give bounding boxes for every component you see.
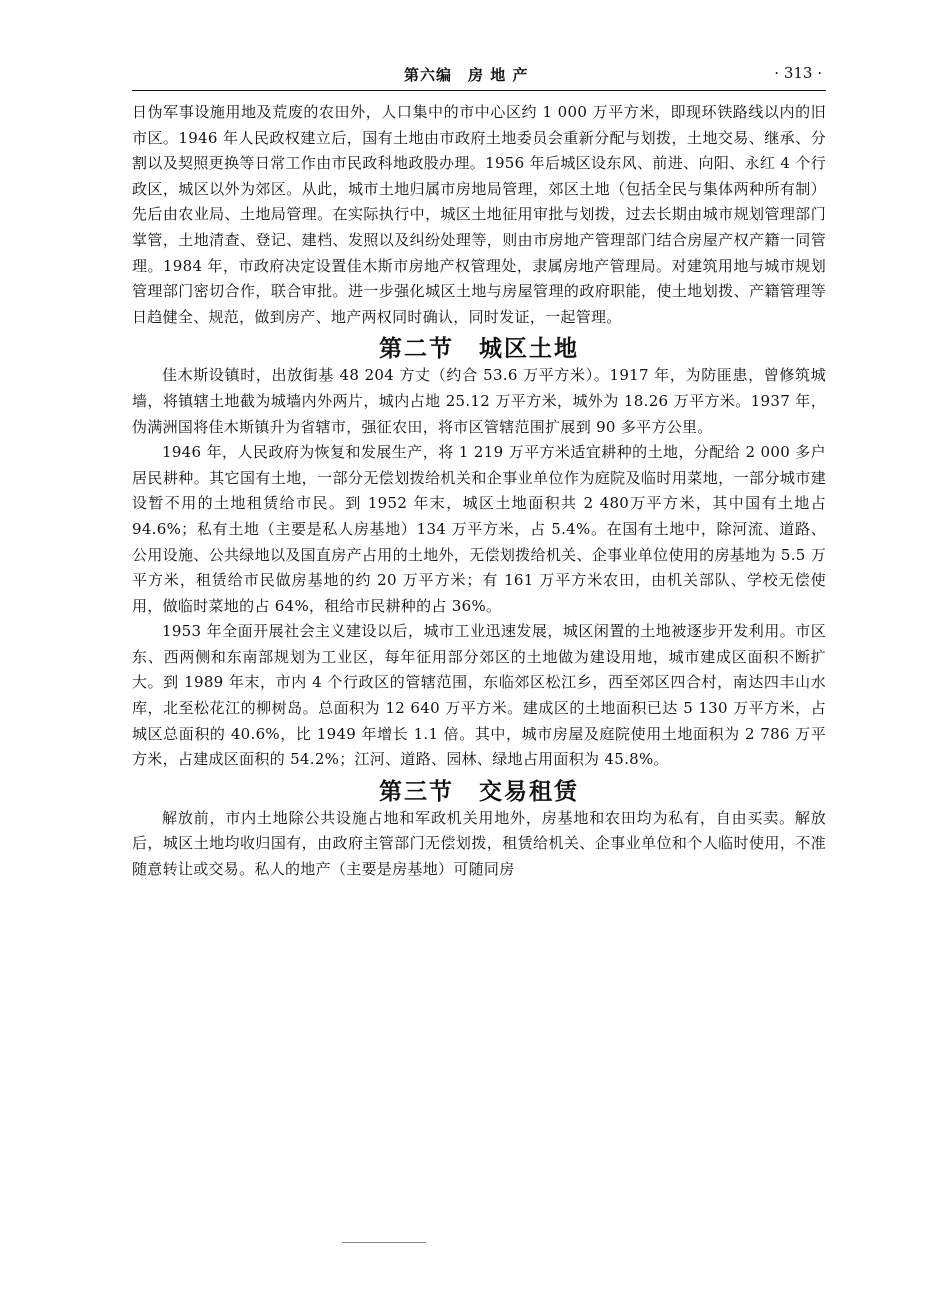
- body-text: [132, 100, 826, 883]
- section-heading-trade-lease: 第三节 交易租赁: [379, 778, 579, 805]
- paragraph-continued: 日伪军事设施用地及荒废的农田外，人口集中的市中心区约 1 000 万平方米，即现环铁路线以内的旧市区。1946 年人民政权建立后，国有土地由市政府土地委员会重新分配与划拨，土地交易、继承、分割以及契照更换等日常工作由市民政科地政股办理。1956 年后城区设东风、前进、向阳、永红 4 个行政区，城区以外为郊区。从此，城市土地归属市房地局管理，郊区土地（包括全民与集体两种所有制）先后由农业局、土地局管理。在实际执行中，城区土地征用审批与划拨，过去长期由城市规划管理部门掌管，土地清查、登记、建档、发照以及纠纷处理等，则由市房地产管理部门结合房屋产权产籍一同管理。1984 年，市政府决定设置佳木斯市房地产权管理处，隶属房地产管理局。对建筑用地与城市规划管理部门密切合作，联合审批。进一步强化城区土地与房屋管理的政府职能，使土地划拨、产籍管理等日趋健全、规范，做到房产、地产两权同时确认，同时发证，一起管理。: [132, 103, 826, 326]
- footer-rule: [342, 1242, 426, 1243]
- paragraph-trade-lease: 解放前，市内土地除公共设施占地和军政机关用地外，房基地和农田均为私有，自由买卖。解放后，城区土地均收归国有，由政府主管部门无偿划拨，租赁给机关、企事业单位和个人临时使用，不准随意转让或交易。私人的地产（主要是房基地）可随同房: [132, 808, 826, 879]
- section-heading-urban-land: 第二节 城区土地: [379, 336, 579, 363]
- header-rule: [132, 90, 826, 91]
- page-number: · 313 ·: [774, 64, 822, 82]
- paragraph-1953-development: 1953 年全面开展社会主义建设以后，城市工业迅速发展，城区闲置的土地被逐步开发利用。市区东、西两侧和东南部规划为工业区，每年征用部分郊区的土地做为建设用地，城市建成区面积不断扩大。到 1989 年末，市内 4 个行政区的管辖范围，东临郊区松江乡，西至郊区四合村，南达四丰山水库，北至松花江的柳树岛。总面积为 12 640 万平方米。建成区的土地面积已达 5 130 万平方米，占城区总面积的 40.6%，比 1949 年增长 1.1 倍。其中，城市房屋及庭院使用土地面积为 2 786 万平方米，占建成区面积的 54.2%；江河、道路、园林、绿地占用面积为 45.8%。: [132, 622, 826, 769]
- paragraph-town-history: 佳木斯设镇时，出放街基 48 204 方丈（约合 53.6 万平方米）。1917 年，为防匪患，曾修筑城墙，将镇辖土地截为城墙内外两片，城内占地 25.12 万平方米，城外为 18.26 万平方米。1937 年，伪满洲国将佳木斯镇升为省辖市，强征农田，将市区管辖范围扩展到 90 多平方公里。: [132, 366, 826, 436]
- running-title: 第六编 房 地 产: [404, 66, 529, 84]
- running-header: [132, 58, 826, 92]
- paragraph-1946-distribution: 1946 年，人民政府为恢复和发展生产，将 1 219 万平方米适宜耕种的土地，分配给 2 000 多户居民耕种。其它国有土地，一部分无偿划拨给机关和企事业单位作为庭院及临时用菜地，一部分城市建设暂不用的土地租赁给市民。到 1952 年末，城区土地面积共 2 480万平方米，其中国有土地占 94.6%；私有土地（主要是私人房基地）134 万平方米，占 5.4%。在国有土地中，除河流、道路、公用设施、公共绿地以及国直房产占用的土地外，无偿划拨给机关、企事业单位使用的房基地为 5.5 万平方米，租赁给市民做房基地的约 20 万平方米；有 161 万平方米农田，由机关部队、学校无偿使用，做临时菜地的占 64%，租给市民耕种的占 36%。: [132, 443, 826, 615]
